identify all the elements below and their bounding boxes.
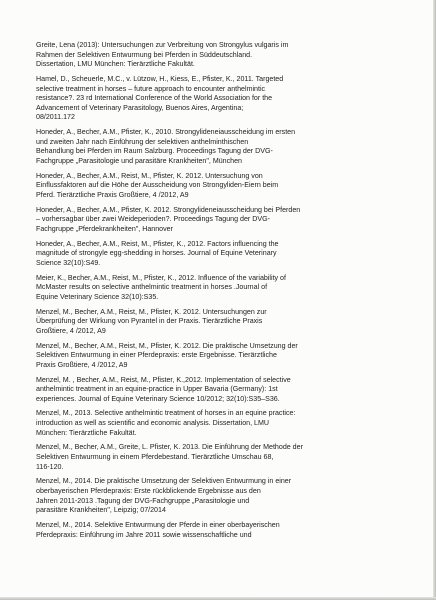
reference-line: 116-120. [36,462,64,471]
reference-line: oberbayerischen Pferdepraxis: Erste rückblickende Ergebnisse aus den [36,487,261,495]
reference-line: Pferd. Tierärztliche Praxis Großtiere, 4 /2012, A9 [36,190,189,199]
reference-line: Menzel, M., Becher, A.M., Greite, L. Pfister, K. 2013. Die Einführung der Methode der [36,443,303,452]
reference-entry [36,376,408,405]
reference-entry [36,206,408,235]
reference-entry [36,521,408,540]
reference-line: Behandlung bei Pferden im Raum Salzburg. Proceedings Tagung der DVG- [36,147,273,156]
reference-line: McMaster results on selective anthelmintic treatment in horses .Journal of [36,283,268,292]
reference-line: selective treatment in horses – future approach to encounter anthelmintic [36,84,266,93]
reference-line: Science 32(10):S49. [36,258,101,267]
reference-line: resistance?. 23 rd International Conference of the World Association for the [36,94,273,103]
reference-line: Selektiven Entwurmung in einem Pferdebestand. Tierärztliche Umschau 68, [36,453,274,462]
reference-line: – vorhersagbar über zwei Weideperioden?. Proceedings Tagung der DVG- [36,215,270,224]
reference-line: Hamel, D., Scheuerle, M.C., v. Lützow, H., Kiess, E., Pfister, K., 2011. Targeted [36,74,284,83]
reference-line: Selektiven Entwurmung in einer Pferdepraxis: erste Ergebnisse. Tierärztliche [36,351,277,360]
reference-line: 08/2011.172 [36,113,75,122]
reference-entry [36,409,408,438]
reference-line: Menzel, M., Becher, A.M., Reist, M., Pfister, K. 2012. Die praktische Umsetzung der [36,341,298,350]
reference-entry [36,342,408,371]
reference-entry [36,128,408,166]
reference-line: Pferdepraxis: Einführung im Jahre 2011 sowie wissenschaftliche und [36,530,252,539]
reference-line: Honeder, A., Becher, A.M., Pfister, K., 2010. Strongylideneiausscheidung im ersten [36,128,296,137]
reference-line: experiences. Journal of Equine Veterinary Science 10/2012; 32(10):S35–S36. [36,394,280,403]
reference-line: Einflussfaktoren auf die Höhe der Ausscheidung von Strongyliden-Eiern beim [36,181,279,190]
reference-entry [36,443,408,472]
reference-line: introduction as well as scientific and economic analysis. Dissertation, LMU [36,419,270,428]
reference-line: Fachgruppe „Pferdekrankheiten", Hannover [36,224,173,233]
reference-entry [36,308,408,337]
reference-line: Praxis Großtiere, 4 /2012, A9 [36,360,128,369]
reference-entry [36,41,408,70]
reference-line: Honeder, A., Becher, A.M., Reist, M., Pfister, K., 2012. Factors influencing the [36,239,279,248]
reference-line: Advancement of Veterinary Parasitology, Buenos Aires, Argentina; [36,103,244,112]
reference-line: Jahren 2011-2013 .Tagung der DVG-Fachgruppe „Parasitologie und [36,496,250,505]
reference-list [36,41,408,545]
reference-line: und zweiten Jahr nach Einführung der selektiven anthelminthischen [36,137,249,146]
reference-line: Menzel, M., 2014. Die praktische Umsetzung der Selektiven Entwurmung in einer [36,477,292,486]
reference-line: Dissertation, LMU München: Tierärztliche Fakultät. [36,60,195,69]
reference-line: Großtiere, 4 /2012, A9 [36,326,106,335]
reference-line: Honeder, A., Becher, A.M., Pfister, K. 2012. Strongylideneiausscheidung bei Pferden [36,205,301,214]
reference-entry [36,75,408,123]
reference-line: Menzel, M., Becher, A.M., Reist, M., Pfister, K. 2012. Untersuchungen zur [36,307,267,316]
reference-line: Menzel, M., 2013. Selective anthelmintic treatment of horses in an equine practice: [36,409,296,418]
reference-line: Menzel, M., 2014. Selektive Entwurmung der Pferde in einer oberbayerischen [36,520,280,529]
reference-entry [36,172,408,201]
reference-entry [36,274,408,303]
reference-line: Rahmen der Selektiven Entwurmung bei Pferden in Süddeutschland. [36,50,253,59]
reference-line: Equine Veterinary Science 32(10):S35. [36,292,159,301]
reference-line: Überprüfung der Wirkung von Pyrantel in der Praxis. Tierärztliche Praxis [36,317,263,326]
reference-line: Fachgruppe „Parasitologie und parasitäre Krankheiten", München [36,156,242,165]
reference-line: Greite, Lena (2013): Untersuchungen zur Verbreitung von Strongylus vulgaris im [36,41,289,49]
reference-entry [36,477,408,515]
reference-line: Honeder, A., Becher, A.M., Reist, M., Pfister, K. 2012. Untersuchung von [36,171,263,180]
reference-line: Menzel, M. , Becher, A.M., Reist, M., Pfister, K.,2012. Implementation of selective [36,375,291,384]
reference-line: magnitude of strongyle egg-shedding in horses. Journal of Equine Veterinary [36,249,277,258]
reference-line: parasitäre Krankheiten", Leipzig; 07/2014 [36,506,166,515]
reference-line: München: Tierärztliche Fakultät. [36,428,137,437]
reference-line: Meier, K., Becher, A.M., Reist, M., Pfister, K., 2012. Influence of the variability of [36,273,286,282]
reference-entry [36,240,408,269]
reference-line: anthelmintic treatment in an equine-practice in Upper Bavaria (Germany): 1st [36,385,278,394]
